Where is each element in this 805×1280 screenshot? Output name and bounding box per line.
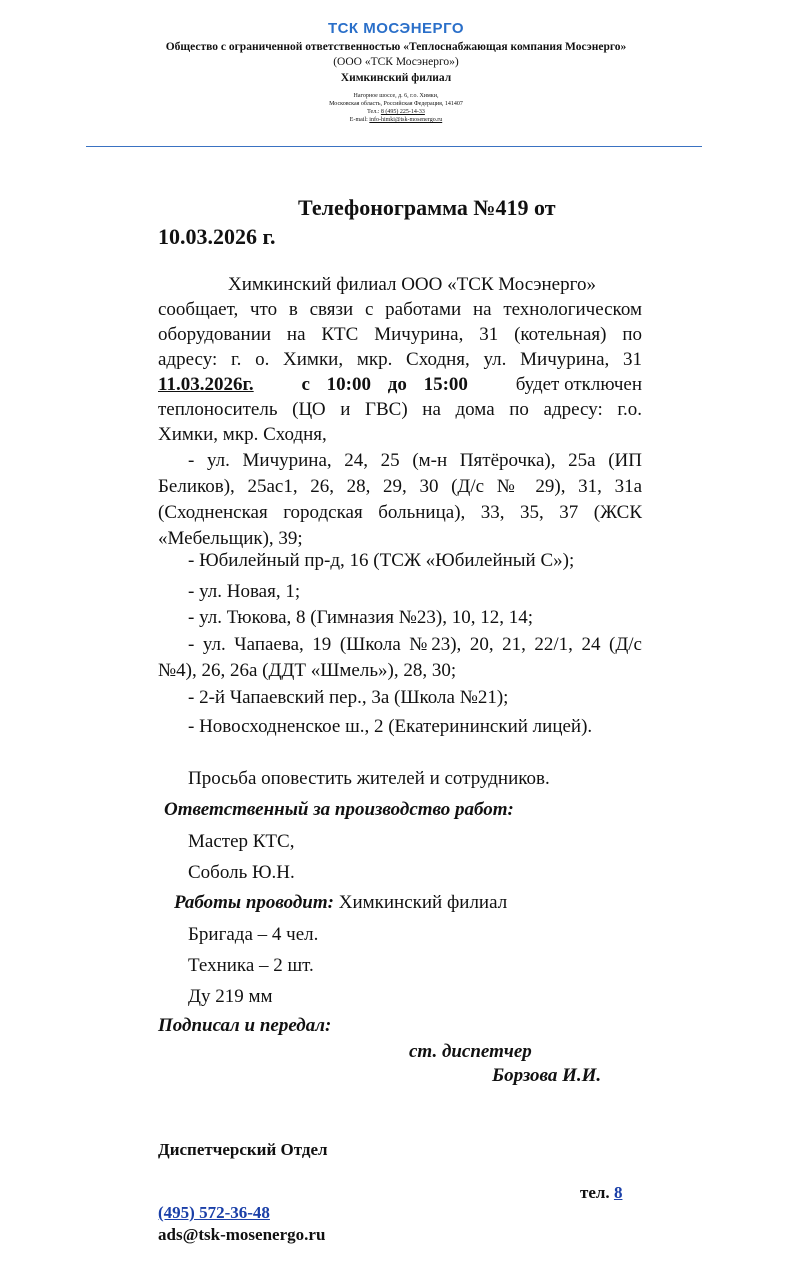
address-item-6: - 2-й Чапаевский пер., 3а (Школа №21);: [188, 687, 509, 708]
footer-phone-label: тел.: [580, 1183, 614, 1202]
intro-line-4: адресу: г. о. Химки, мкр. Сходня, ул. Мичурина, 31: [158, 349, 642, 370]
responsible-label: Ответственный за производство работ:: [164, 799, 514, 820]
letterhead: [86, 18, 706, 124]
responsible-position: Мастер КТС,: [188, 831, 295, 852]
address-item-5-line-1: - ул. Чапаева, 19 (Школа №23), 20, 21, 22/1, 24 (Д/с: [188, 634, 642, 655]
footer-phone-number-link[interactable]: (495) 572-36-48: [158, 1203, 270, 1222]
email-link[interactable]: info-himki@tsk-mosenergo.ru: [369, 117, 443, 123]
works-value: Химкинский филиал: [333, 892, 508, 913]
header-divider: [86, 146, 702, 147]
intro-line-5: [158, 372, 642, 397]
footer-phone-prefix-link[interactable]: 8: [613, 1183, 623, 1202]
phone-link[interactable]: 8 (495) 225-14-33: [380, 109, 425, 115]
phone-label: Тел.:: [367, 109, 381, 115]
address-item-1-line-4: «Мебельщик), 39;: [158, 528, 303, 549]
pipe-diameter: Ду 219 мм: [188, 986, 273, 1007]
address-item-1-line-1: - ул. Мичурина, 24, 25 (м-н Пятёрочка), 25а (ИП: [188, 450, 642, 471]
equipment-info: Техника – 2 шт.: [188, 955, 314, 976]
dispatch-department: Диспетчерский Отдел: [158, 1140, 328, 1159]
intro-line-3: оборудовании на КТС Мичурина, 31 (котельная) по: [158, 324, 642, 345]
intro-paragraph: [158, 272, 642, 447]
signed-label: Подписал и передал:: [158, 1015, 332, 1036]
address-item-3: - ул. Новая, 1;: [188, 581, 301, 602]
address-item-1-line-2: Беликов), 25ас1, 26, 28, 29, 30 (Д/с № 29), 31, 31а: [158, 476, 642, 497]
organization-short-name: (ООО «ТСК Мосэнерго»): [333, 56, 459, 68]
address-line-2: Московская область, Российская Федерация, 141407: [329, 101, 463, 107]
intro-line-1: Химкинский филиал ООО «ТСК Мосэнерго»: [228, 274, 596, 295]
footer-phone-line: [580, 1180, 622, 1205]
address-item-1-line-3: (Сходненская городская больница), 33, 35, 37 (ЖСК: [158, 502, 642, 523]
document-date: 10.03.2026 г.: [158, 224, 276, 249]
footer-email: ads@tsk-mosenergo.ru: [158, 1225, 326, 1244]
letterhead-address: [86, 92, 706, 124]
works-label: Работы проводит:: [174, 892, 334, 913]
brigade-info: Бригада – 4 чел.: [188, 924, 319, 945]
letterhead-phone: [86, 108, 706, 116]
notification-request: Просьба оповестить жителей и сотрудников.: [188, 768, 550, 789]
intro-line-6: теплоноситель (ЦО и ГВС) на дома по адресу: г.о.: [158, 399, 642, 420]
responsible-name: Соболь Ю.Н.: [188, 862, 295, 883]
works-line: [174, 890, 507, 915]
signer-name: Борзова И.И.: [492, 1065, 602, 1086]
outage-date: 11.03.2026г.: [158, 374, 254, 395]
address-item-1: [158, 448, 642, 552]
address-line-1: Нагорное шоссе, д. 6, г.о. Химки,: [353, 93, 439, 99]
address-item-2: - Юбилейный пр-д, 16 (ТСЖ «Юбилейный С»);: [188, 550, 575, 571]
outage-text: будет отключен: [515, 374, 642, 395]
document-title: Телефонограмма №419 от: [298, 195, 556, 220]
intro-line-2: сообщает, что в связи с работами на технологическом: [158, 299, 642, 320]
company-logo: ТСК МОСЭНЕРГО: [327, 20, 465, 37]
branch-name: Химкинский филиал: [340, 72, 452, 84]
address-item-5: [158, 632, 642, 684]
letterhead-email: [86, 116, 706, 124]
email-label: E-mail:: [349, 117, 370, 123]
signer-position: ст. диспетчер: [409, 1041, 532, 1062]
organization-full-name: Общество с ограниченной ответственностью «Теплоснабжающая компания Мосэнерго»: [165, 41, 627, 53]
address-item-5-line-2: №4), 26, 26а (ДДТ «Шмель»), 28, 30;: [158, 660, 457, 681]
outage-time: с 10:00 до 15:00: [301, 374, 468, 395]
intro-line-7: Химки, мкр. Сходня,: [158, 424, 327, 445]
address-item-7: - Новосходненское ш., 2 (Екатерининский лицей).: [188, 716, 593, 737]
address-item-4: - ул. Тюкова, 8 (Гимназия №23), 10, 12, 14;: [188, 607, 534, 628]
